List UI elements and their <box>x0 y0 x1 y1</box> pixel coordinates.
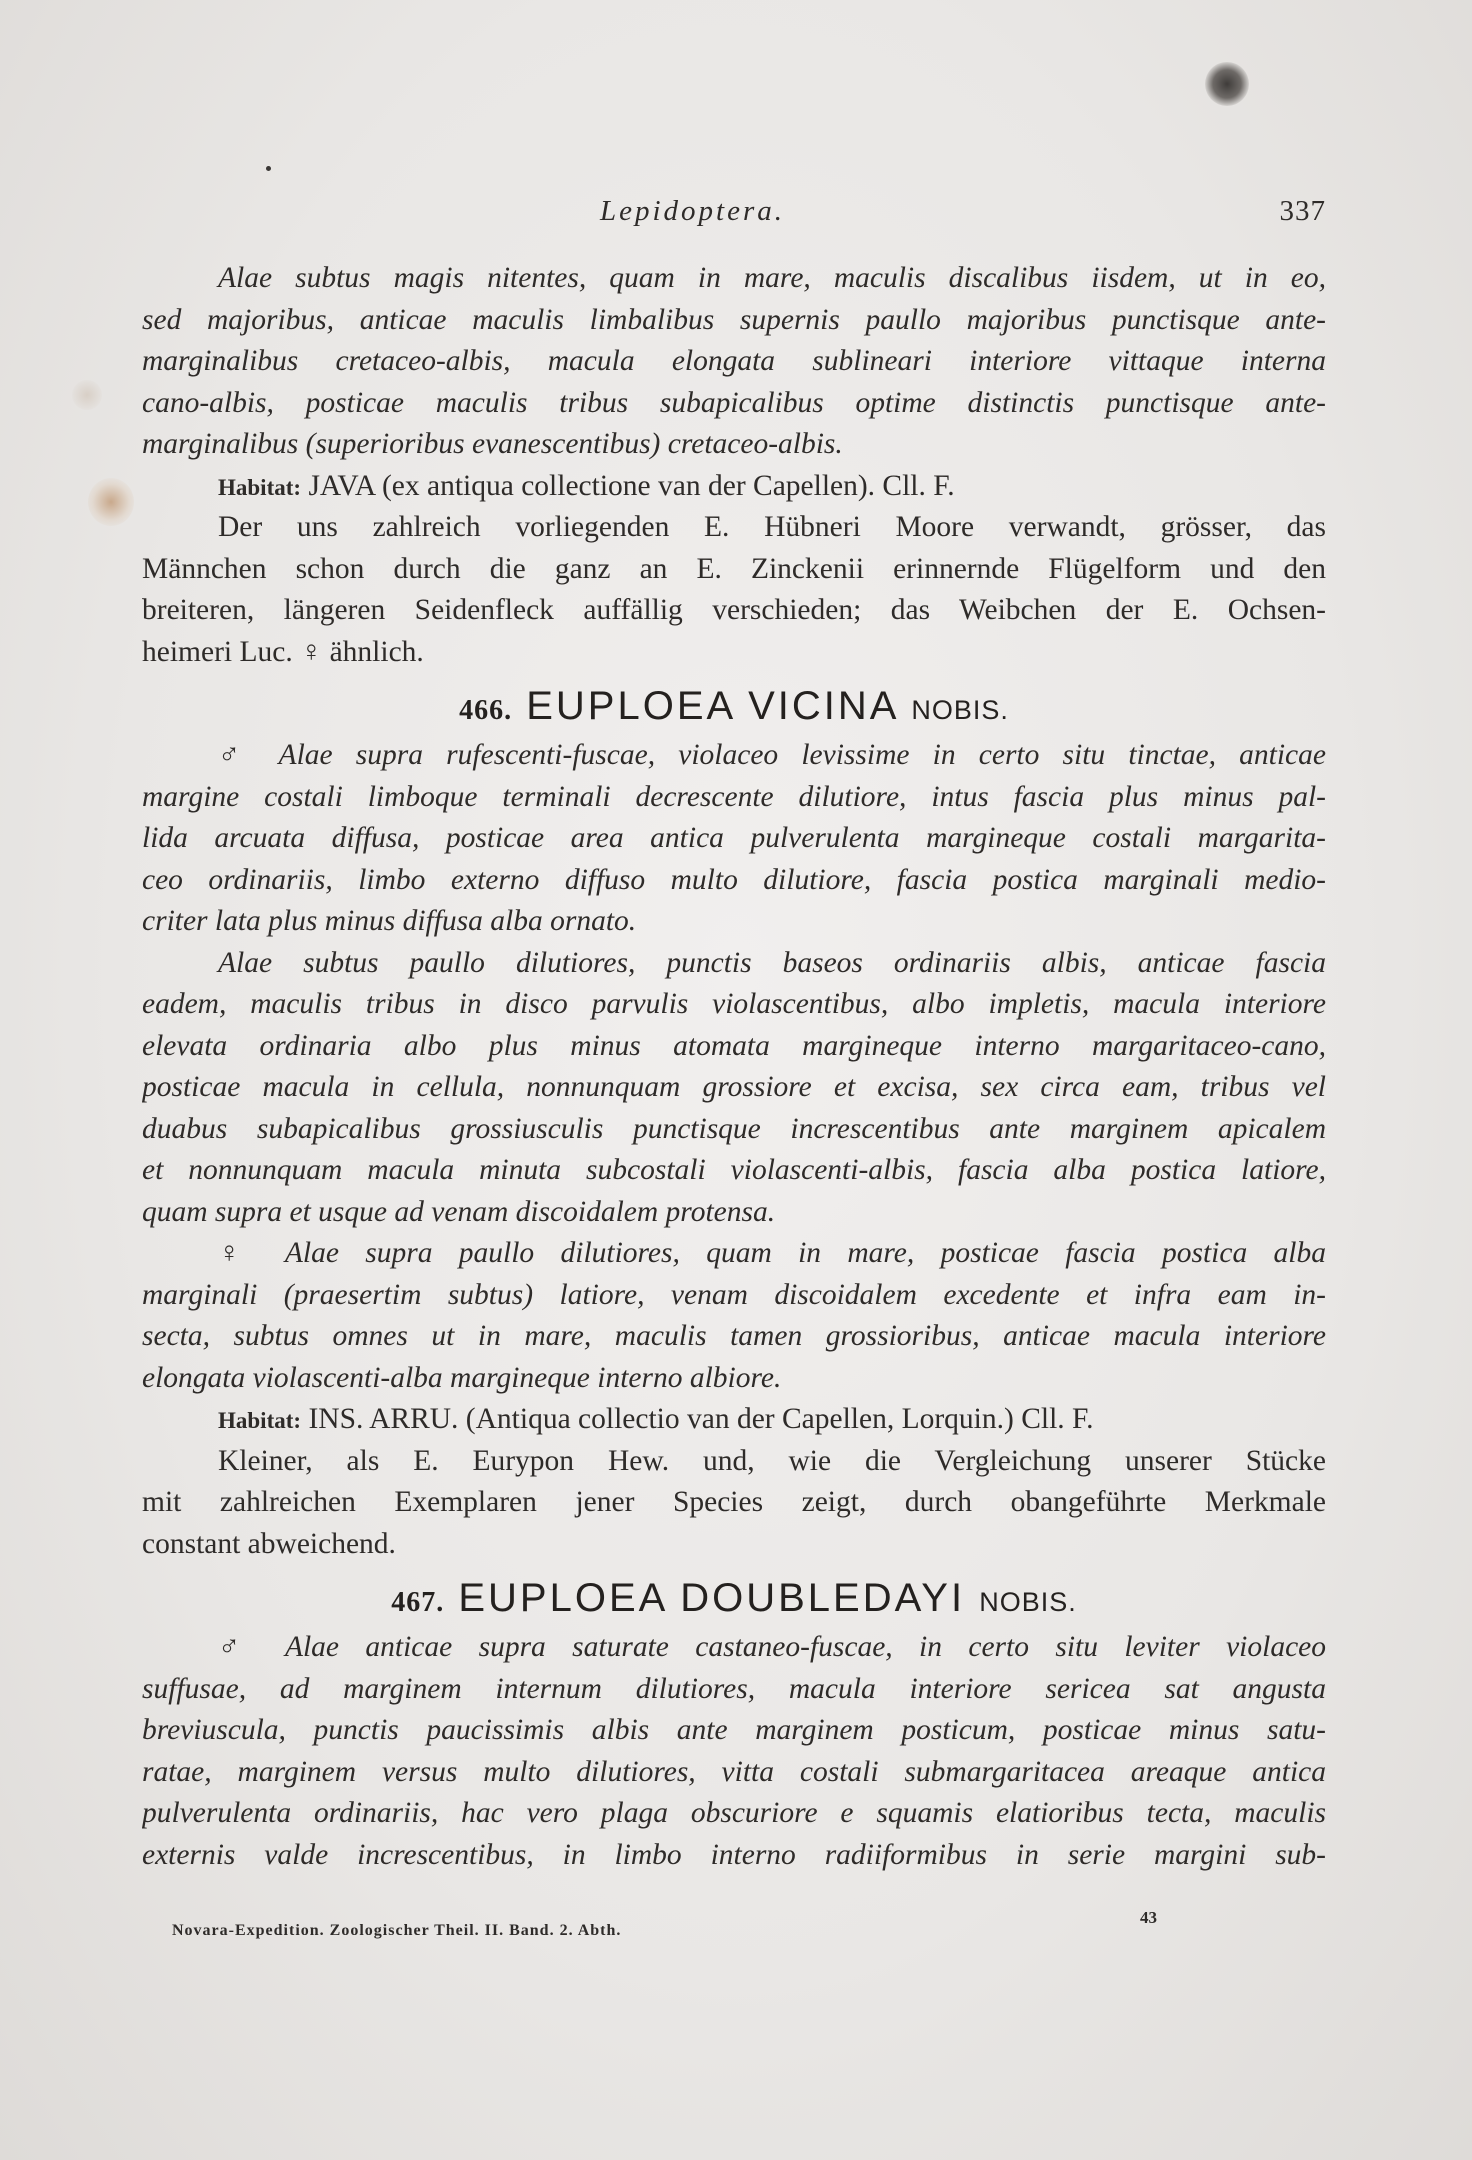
page-body <box>142 258 1326 1876</box>
species-number: 467. <box>391 1587 445 1618</box>
text-line: ♂ Alae supra rufescenti-fuscae, violaceo levissime in certo situ tinctae, anticae <box>218 739 1326 771</box>
habitat-line <box>142 466 1326 508</box>
species-number: 466. <box>459 695 513 726</box>
foxing-stain <box>88 478 134 526</box>
text-line: Alae subtus magis nitentes, quam in mare, maculis discalibus iisdem, ut in eo, <box>218 262 1326 294</box>
text-line: elongata violascenti-alba margineque interno albiore. <box>142 1361 782 1394</box>
text-line: posticae macula in cellula, nonnunquam grossiore et excisa, sex circa eam, tribus vel <box>142 1071 1326 1103</box>
text-line: mit zahlreichen Exemplaren jener Species zeigt, durch obangeführte Merkmale <box>142 1486 1326 1518</box>
species-name: EUPLOEA VICINA <box>526 684 898 728</box>
habitat-label: Habitat: <box>218 1408 302 1433</box>
text-line: sed majoribus, anticae maculis limbalibus supernis paullo majoribus punctisque ante- <box>142 303 1326 336</box>
text-line: secta, subtus omnes ut in mare, maculis tamen grossioribus, anticae macula interiore <box>142 1320 1326 1352</box>
text-line: criter lata plus minus diffusa alba ornato. <box>142 905 637 937</box>
species-heading <box>142 1565 1326 1627</box>
species-author: NOBIS. <box>911 695 1009 725</box>
running-head-title: Lepidoptera. <box>600 195 786 227</box>
text-line: breiteren, längeren Seidenfleck auffällig verschieden; das Weibchen der E. Ochsen- <box>142 594 1326 626</box>
habitat-line <box>142 1399 1326 1441</box>
text-line: marginalibus cretaceo-albis, macula elongata sublineari interiore vittaque interna <box>142 345 1326 377</box>
footer-series: Novara-Expedition. Zoologischer Theil. II. Band. 2. Abth. <box>172 1922 622 1939</box>
text-line: ♂ Alae anticae supra saturate castaneo-fuscae, in certo situ leviter violaceo <box>218 1631 1326 1663</box>
text-line: pulverulenta ordinariis, hac vero plaga obscuriore e squamis elatioribus tecta, maculis <box>142 1797 1326 1829</box>
text-line: elevata ordinaria albo plus minus atomata margineque interno margaritaceo-cano, <box>142 1029 1326 1062</box>
text-line: eadem, maculis tribus in disco parvulis violascentibus, albo impletis, macula interiore <box>142 988 1326 1020</box>
habitat-label: Habitat: <box>218 474 302 500</box>
text-line: Der uns zahlreich vorliegenden E. Hübneri Moore verwandt, grösser, das <box>218 511 1326 543</box>
signature-mark: 43 <box>1140 1908 1157 1927</box>
text-line: marginalibus (superioribus evanescentibus) cretaceo-albis. <box>142 428 843 460</box>
ink-blot <box>1205 62 1249 106</box>
text-line: breviuscula, punctis paucissimis albis ante marginem posticum, posticae minus satu- <box>142 1714 1326 1746</box>
ink-speck <box>266 166 271 171</box>
species-name: EUPLOEA DOUBLEDAYI <box>458 1576 966 1620</box>
habitat-text: JAVA (ex antiqua collectione van der Capellen). Cll. F. <box>308 469 955 502</box>
text-line: Kleiner, als E. Eurypon Hew. und, wie die Vergleichung unserer Stücke <box>218 1444 1326 1477</box>
text-line: constant abweichend. <box>142 1527 396 1560</box>
text-line: cano-albis, posticae maculis tribus subapicalibus optime distinctis punctisque ante- <box>142 386 1326 419</box>
foxing-stain <box>72 380 102 410</box>
text-line: Alae subtus paullo dilutiores, punctis baseos ordinariis albis, anticae fascia <box>218 946 1326 979</box>
species-author: NOBIS. <box>979 1587 1077 1617</box>
running-head <box>600 195 1326 228</box>
text-line: Männchen schon durch die ganz an E. Zinckenii erinnernde Flügelform und den <box>142 552 1326 585</box>
text-line: quam supra et usque ad venam discoidalem protensa. <box>142 1195 776 1228</box>
text-line: ceo ordinariis, limbo externo diffuso multo dilutiore, fascia postica marginali medio- <box>142 863 1326 896</box>
page-number: 337 <box>1279 195 1326 227</box>
text-line: externis valde increscentibus, in limbo interno radiiformibus in serie margini sub- <box>142 1838 1326 1871</box>
text-line: marginali (praesertim subtus) latiore, venam discoidalem excedente et infra eam in- <box>142 1278 1326 1311</box>
text-line: margine costali limboque terminali decrescente dilutiore, intus fascia plus minus pal- <box>142 780 1326 813</box>
species-heading <box>142 673 1326 735</box>
text-line: ratae, marginem versus multo dilutiores, vitta costali submargaritacea areaque antica <box>142 1755 1326 1788</box>
text-line: ♀ Alae supra paullo dilutiores, quam in mare, posticae fascia postica alba <box>218 1237 1326 1269</box>
habitat-text: INS. ARRU. (Antiqua collectio van der Capellen, Lorquin.) Cll. F. <box>308 1403 1094 1435</box>
text-line: lida arcuata diffusa, posticae area antica pulverulenta margineque costali margarita- <box>142 822 1326 854</box>
text-line: et nonnunquam macula minuta subcostali violascenti-albis, fascia alba postica latiore, <box>142 1154 1326 1186</box>
text-line: heimeri Luc. ♀ ähnlich. <box>142 635 424 668</box>
text-line: duabus subapicalibus grossiusculis punctisque increscentibus ante marginem apicalem <box>142 1112 1326 1145</box>
text-line: suffusae, ad marginem internum dilutiores, macula interiore sericea sat angusta <box>142 1672 1326 1705</box>
